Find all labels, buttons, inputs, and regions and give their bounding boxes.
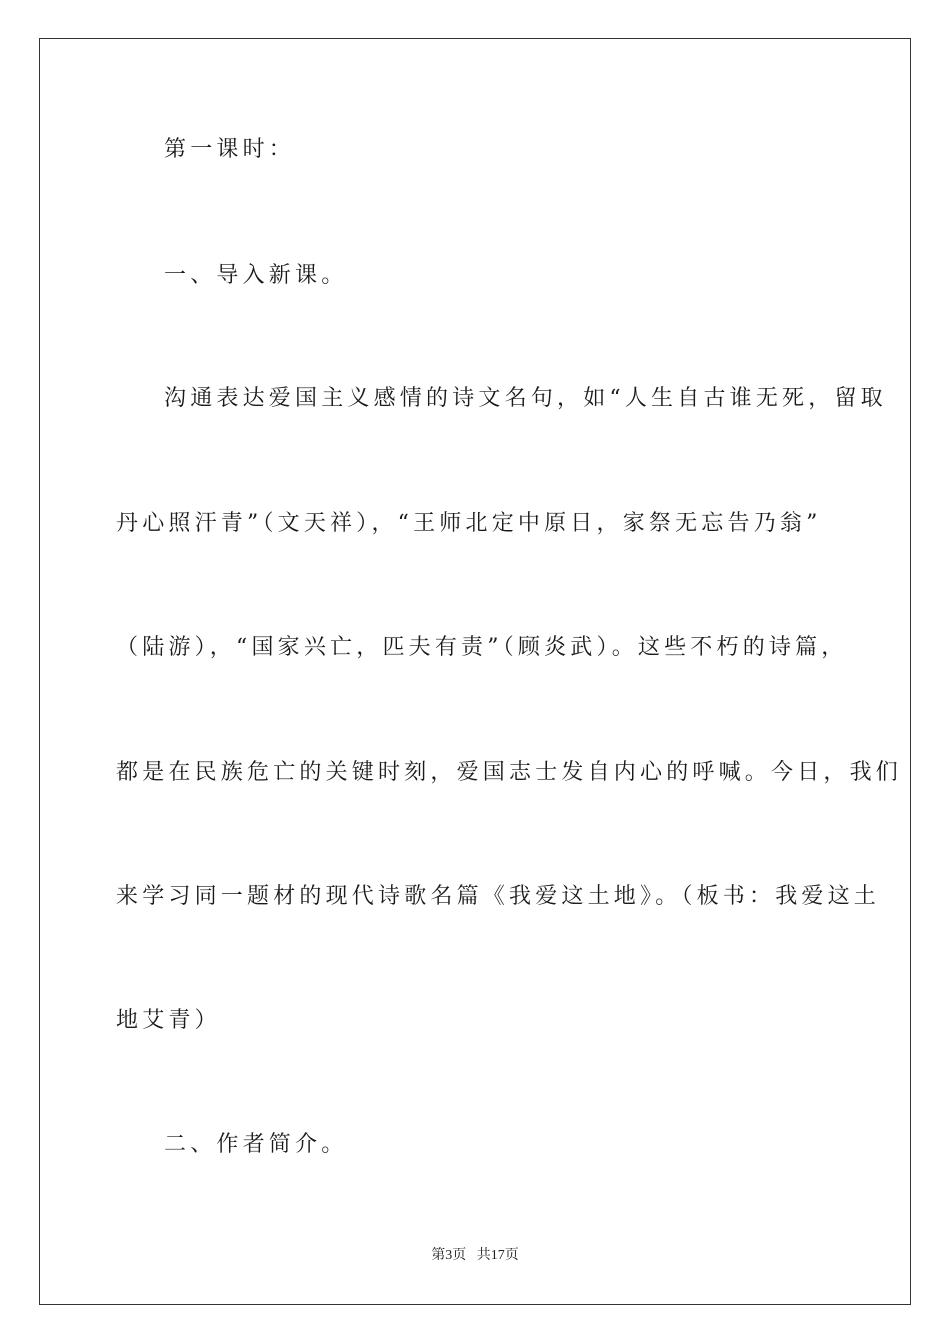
section-heading-author: 二、作者简介。 [164, 1132, 348, 1157]
section-heading-intro: 一、导入新课。 [164, 263, 348, 288]
paragraph-line: 沟通表达爱国主义感情的诗文名句，如“人生自古谁无死，留取 [164, 386, 887, 411]
paragraph-line: 地艾青） [116, 1008, 221, 1033]
page-number: 第3页 [431, 1248, 467, 1263]
paragraph-line: 都是在民族危亡的关键时刻，爱国志士发自内心的呼喊。今日，我们 [116, 760, 903, 785]
page-border [39, 38, 911, 1305]
paragraph-line: 丹心照汗青”（文天祥），“王师北定中原日，家祭无忘告乃翁” [116, 511, 822, 536]
page-footer [0, 1246, 950, 1266]
paragraph-line: （陆游），“国家兴亡，匹夫有责”（顾炎武）。这些不朽的诗篇， [116, 635, 848, 660]
page-total: 共17页 [476, 1248, 519, 1263]
paragraph-line: 来学习同一题材的现代诗歌名篇《我爱这土地》。（板书：我爱这土 [116, 884, 881, 909]
lesson-heading: 第一课时： [164, 137, 296, 162]
